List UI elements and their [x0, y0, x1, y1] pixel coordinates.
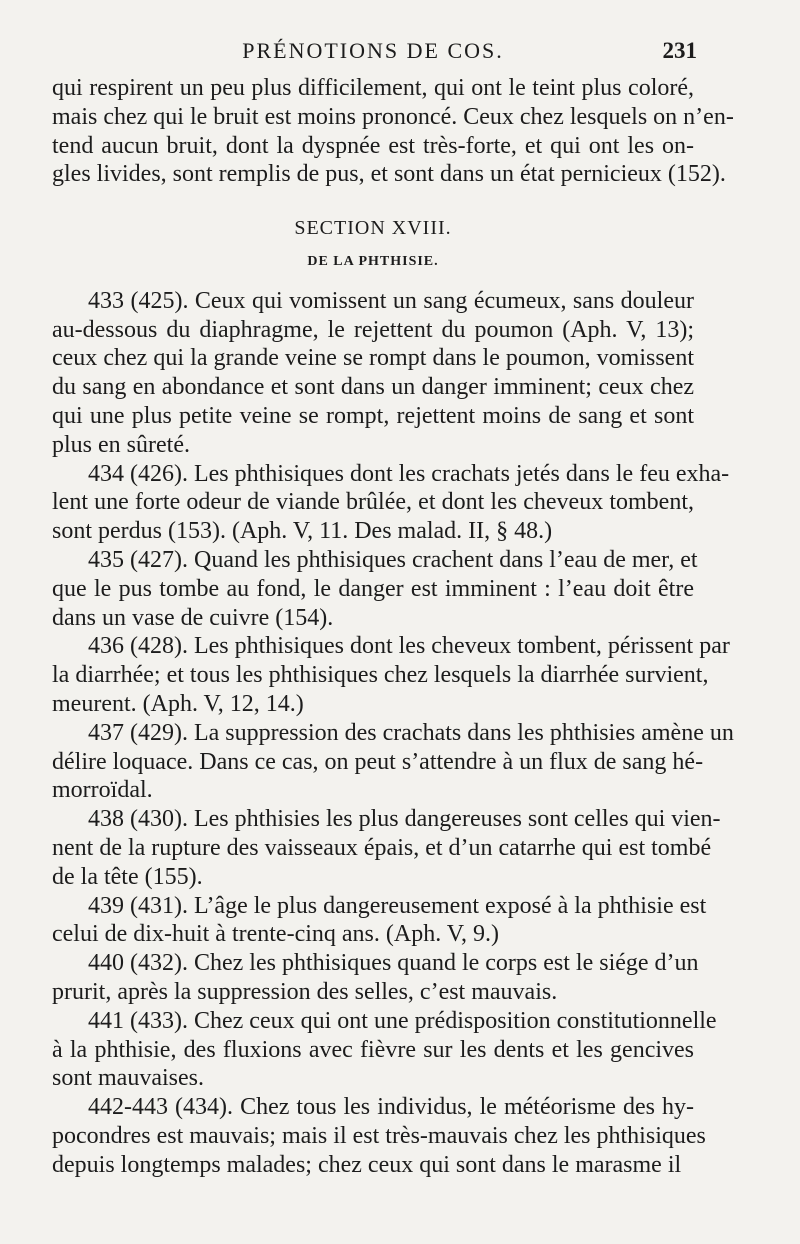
text-line: 435 (427). Quand les phthisiques crachent dans l’eau de mer, et — [88, 546, 698, 573]
text-line: morroïdal. — [52, 777, 153, 804]
text-line: meurent. (Aph. V, 12, 14.) — [52, 690, 304, 717]
paragraph — [52, 892, 707, 950]
text-line: 442-443 (434). Chez tous les individus, le météorisme des hy- — [88, 1094, 694, 1121]
paragraph — [52, 1093, 706, 1179]
section-subtitle: DE LA PHTHISIE. — [307, 253, 439, 269]
running-title: PRÉNOTIONS DE COS. — [242, 38, 504, 63]
page-header — [52, 38, 697, 70]
paragraph — [52, 719, 734, 805]
text-line: mais chez qui le bruit est moins prononcé. Ceux chez lesquels on n’en- — [52, 103, 734, 130]
paragraph — [52, 1007, 717, 1093]
paragraph — [52, 805, 721, 891]
text-line: sont mauvaises. — [52, 1065, 204, 1092]
text-line: du sang en abondance et sont dans un danger imminent; ceux chez — [52, 374, 694, 401]
text-line: à la phthisie, des fluxions avec fièvre sur les dents et les gencives — [52, 1036, 694, 1063]
text-line: lent une forte odeur de viande brûlée, et dont les cheveux tombent, — [52, 489, 694, 516]
text-line: pocondres est mauvais; mais il est très-mauvais chez les phthisiques — [52, 1122, 706, 1149]
text-line: celui de dix-huit à trente-cinq ans. (Aph. V, 9.) — [52, 921, 499, 948]
text-line: au-dessous du diaphragme, le rejettent du poumon (Aph. V, 13); — [52, 316, 694, 343]
text-line: dans un vase de cuivre (154). — [52, 604, 334, 631]
text-line: prurit, après la suppression des selles, c’est mauvais. — [52, 978, 558, 1005]
text-line: 440 (432). Chez les phthisiques quand le corps est le siége d’un — [88, 950, 699, 977]
text-line: ceux chez qui la grande veine se rompt dans le poumon, vomissent — [52, 345, 694, 372]
text-line: que le pus tombe au fond, le danger est imminent : l’eau doit être — [52, 575, 694, 602]
text-line: gles livides, sont remplis de pus, et sont dans un état pernicieux (152). — [52, 161, 726, 188]
section-title: SECTION XVIII. — [294, 217, 452, 240]
text-line: 436 (428). Les phthisiques dont les cheveux tombent, périssent par — [88, 633, 730, 660]
text-line: 434 (426). Les phthisiques dont les crachats jetés dans le feu exha- — [88, 460, 730, 487]
paragraph — [52, 949, 699, 1007]
text-line: depuis longtemps malades; chez ceux qui sont dans le marasme il — [52, 1151, 682, 1178]
text-line: nent de la rupture des vaisseaux épais, et d’un catarrhe qui est tombé — [52, 834, 712, 861]
text-line: qui respirent un peu plus difficilement, qui ont le teint plus coloré, — [52, 75, 694, 101]
text-line: de la tête (155). — [52, 863, 203, 890]
text-line: tend aucun bruit, dont la dyspnée est très-forte, et qui ont les on- — [52, 132, 694, 159]
text-line: 441 (433). Chez ceux qui ont une prédisposition constitutionnelle — [88, 1007, 717, 1034]
text-line: qui une plus petite veine se rompt, rejettent moins de sang et sont — [52, 402, 694, 429]
intro-paragraph — [52, 74, 734, 189]
text-line: 439 (431). L’âge le plus dangereusement exposé à la phthisie est — [88, 892, 707, 919]
text-line: 433 (425). Ceux qui vomissent un sang écumeux, sans douleur — [88, 287, 694, 314]
text-line: plus en sûreté. — [52, 431, 190, 458]
text-line: délire loquace. Dans ce cas, on peut s’attendre à un flux de sang hé- — [52, 748, 704, 775]
paragraph — [52, 546, 698, 632]
paragraph-list — [52, 287, 734, 1180]
page-number: 231 — [662, 38, 697, 63]
text-line: la diarrhée; et tous les phthisiques chez lesquels la diarrhée survient, — [52, 662, 709, 689]
page-body — [52, 74, 734, 1179]
text-line: 438 (430). Les phthisies les plus dangereuses sont celles qui vien- — [88, 806, 721, 833]
paragraph — [52, 632, 730, 718]
paragraph — [52, 287, 694, 460]
text-line: 437 (429). La suppression des crachats dans les phthisies amène un — [88, 719, 734, 746]
paragraph — [52, 460, 730, 546]
text-line: sont perdus (153). (Aph. V, 11. Des malad. II, § 48.) — [52, 518, 553, 545]
